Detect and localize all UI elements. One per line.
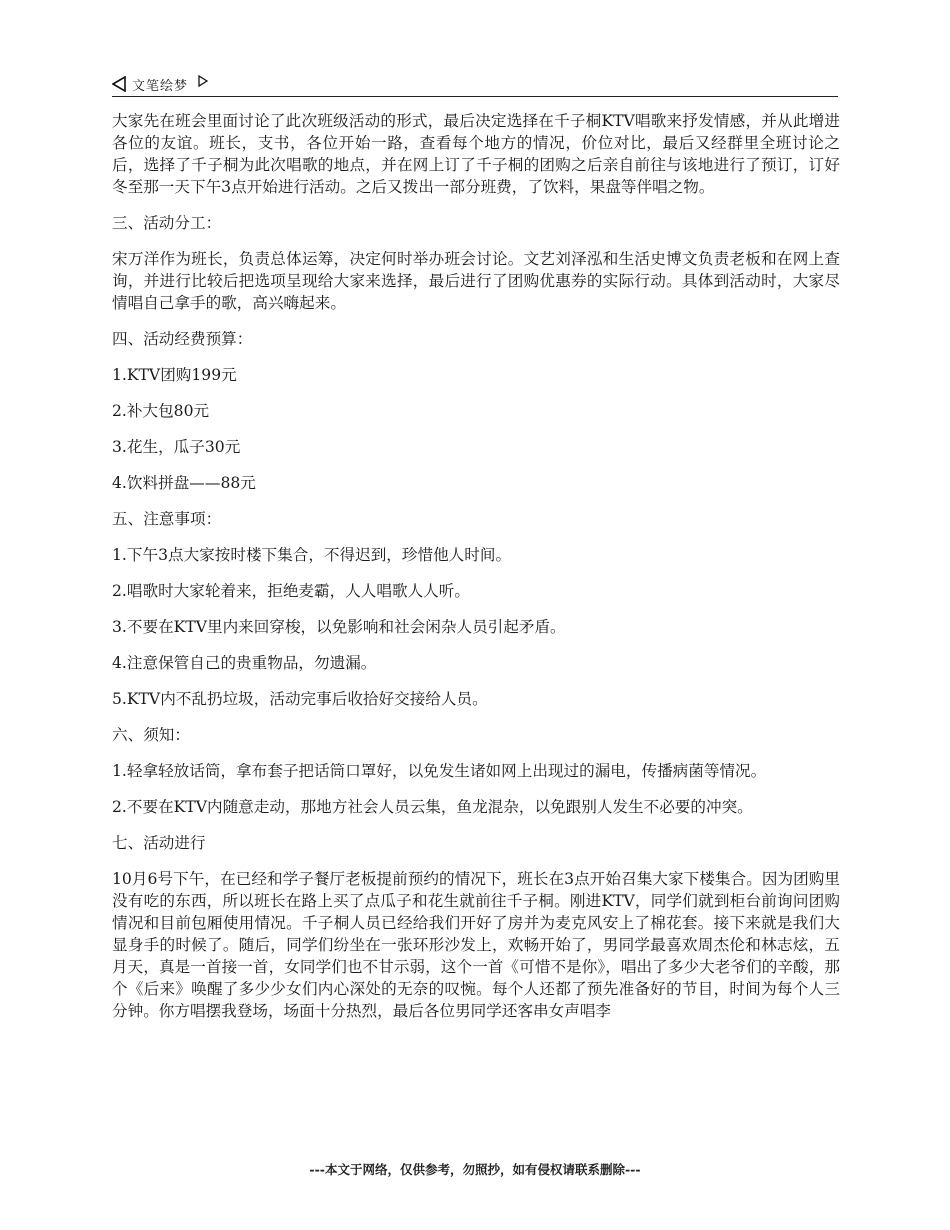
list-item: 2.不要在KTV内随意走动，那地方社会人员云集，鱼龙混杂，以免跟别人发生不必要的冲突。: [112, 798, 753, 816]
section-heading: 三、活动分工：: [112, 214, 222, 232]
section-heading: 七、活动进行: [112, 834, 206, 852]
list-item: 1.下午3点大家按时楼下集合，不得迟到，珍惜他人时间。: [112, 546, 512, 564]
paragraph: 宋万洋作为班长，负责总体运筹，决定何时举办班会讨论。文艺刘泽泓和生活史博文负责老板和在网上查询，并进行比较后把选项呈现给大家来选择，最后进行了团购优惠券的实际行动。具体到活动时，大家尽情唱自己拿手的歌，高兴嗨起来。: [112, 250, 840, 312]
list-item: 3.不要在KTV里内来回穿梭，以免影响和社会闲杂人员引起矛盾。: [112, 618, 566, 636]
list-item: 4.注意保管自己的贵重物品，勿遗漏。: [112, 654, 377, 672]
section-heading: 六、须知：: [112, 726, 190, 744]
triangle-left-icon: [112, 76, 126, 92]
section-heading: 四、活动经费预算：: [112, 330, 253, 348]
page-header: [112, 72, 838, 97]
list-item: 3.花生，瓜子30元: [112, 438, 241, 456]
section-heading: 五、注意事项：: [112, 510, 222, 528]
list-item: 4.饮料拼盘——88元: [112, 474, 256, 492]
list-item: 2.唱歌时大家轮着来，拒绝麦霸，人人唱歌人人听。: [112, 582, 470, 600]
header-brand: 文笔绘梦: [132, 78, 189, 94]
list-item: 2.补大包80元: [112, 402, 210, 420]
document-body: [112, 110, 840, 1036]
list-item: 1.KTV团购199元: [112, 366, 237, 384]
paragraph: 10月6号下午，在已经和学子餐厅老板提前预约的情况下，班长在3点开始召集大家下楼集合。因为团购里没有吃的东西，所以班长在路上买了点瓜子和花生就前往千子桐。刚进KTV，同学们就到柜台前询问团购情况和目前包厢使用情况。千子桐人员已经给我们开好了房并为麦克风安上了棉花套。接下来就是我们大显身手的时候了。随后，同学们纷坐在一张环形沙发上，欢畅开始了，男同学最喜欢周杰伦和林志炫，五月天，真是一首接一首，女同学们也不甘示弱，这个一首《可惜不是你》，唱出了多少大老爷们的辛酸，那个《后来》唤醒了多少少女们内心深处的无奈的叹惋。每个人还都了预先准备好的节目，时间为每个人三分钟。你方唱摆我登场，场面十分热烈，最后各位男同学还客串女声唱李: [112, 870, 841, 1020]
page-footer: ---本文于网络，仅供参考，勿照抄，如有侵权请联系删除---: [309, 1162, 641, 1177]
triangle-right-icon: [198, 75, 208, 87]
list-item: 1.轻拿轻放话筒，拿布套子把话筒口罩好，以免发生诸如网上出现过的漏电，传播病菌等情况。: [112, 762, 767, 780]
paragraph: 大家先在班会里面讨论了此次班级活动的形式，最后决定选择在千子桐KTV唱歌来抒发情感，并从此增进各位的友谊。班长，支书，各位开始一路，查看每个地方的情况，价位对比，最后又经群里全班讨论之后，选择了千子桐为此次唱歌的地点，并在网上订了千子桐的团购之后亲自前往与该地进行了预订，订好冬至那一天下午3点开始进行活动。之后又拨出一部分班费，了饮料，果盘等伴唱之物。: [112, 112, 840, 196]
list-item: 5.KTV内不乱扔垃圾，活动完事后收拾好交接给人员。: [112, 690, 488, 708]
